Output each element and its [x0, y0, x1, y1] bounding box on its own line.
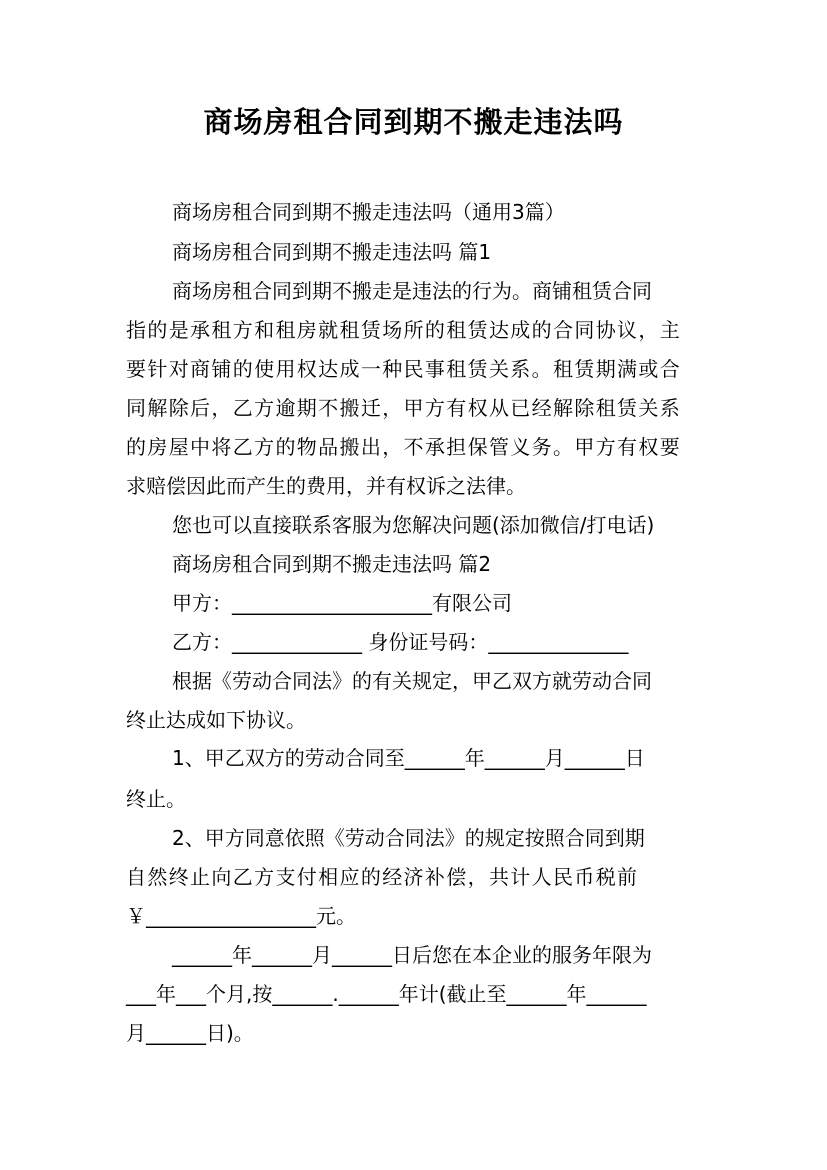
paragraph-line: 同解除后，乙方逾期不搬迁，甲方有权从已经解除租赁关系: [126, 396, 682, 420]
paragraph-line: 商场房租合同到期不搬走是违法的行为。商铺租赁合同: [172, 279, 652, 303]
contact-note: 您也可以直接联系客服为您解决问题(添加微信/打电话): [172, 513, 655, 537]
section-heading-1: 商场房租合同到期不搬走违法吗 篇1: [172, 240, 492, 264]
subtitle-line: 商场房租合同到期不搬走违法吗（通用3篇）: [172, 200, 565, 224]
party-a-line: 甲方：____________________有限公司: [172, 591, 512, 615]
paragraph-line: 指的是承租方和租房就租赁场所的租赁达成的合同协议，主: [126, 318, 682, 342]
paragraph-line: 求赔偿因此而产生的费用，并有权诉之法律。: [126, 474, 526, 498]
clause-1-line: 1、甲乙双方的劳动合同至______年______月______日: [172, 746, 645, 770]
service-years-line: ______年______月______日后您在本企业的服务年限为: [172, 943, 652, 967]
clause-2-line: 2、甲方同意依照《劳动合同法》的规定按照合同到期: [172, 826, 645, 850]
service-years-line: 月______日)。: [126, 1021, 254, 1045]
service-years-line: ___年___个月,按______.______年计(截止至______年______: [126, 982, 647, 1006]
paragraph-line: 的房屋中将乙方的物品搬出，不承担保管义务。甲方有权要: [126, 435, 682, 459]
section-heading-2: 商场房租合同到期不搬走违法吗 篇2: [172, 552, 492, 576]
clause-2-line: 自然终止向乙方支付相应的经济补偿，共计人民币税前: [126, 865, 639, 889]
document-title: 商场房租合同到期不搬走违法吗: [203, 105, 624, 139]
clause-1-line: 终止。: [126, 787, 186, 811]
party-b-line: 乙方：_____________ 身份证号码：______________: [172, 630, 629, 654]
paragraph-line: 要针对商铺的使用权达成一种民事租赁关系。租赁期满或合: [126, 357, 682, 381]
paragraph-line: 终止达成如下协议。: [126, 708, 306, 732]
paragraph-line: 根据《劳动合同法》的有关规定，甲乙双方就劳动合同: [172, 669, 652, 693]
clause-2-line: ￥_________________元。: [126, 904, 356, 928]
